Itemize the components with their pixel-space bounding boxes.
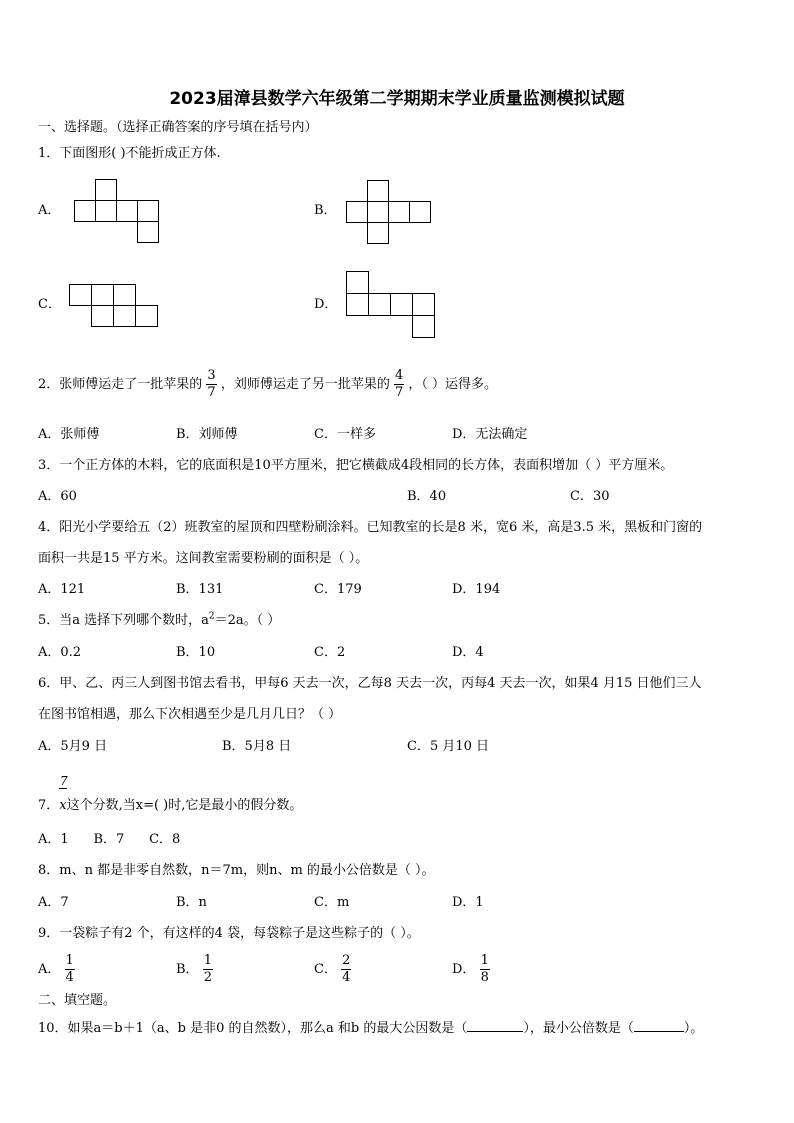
q9-option-a-label: A． [38,962,61,977]
q5-option-c: C．2 [314,645,346,660]
question-2-text [38,369,497,400]
q10-text-end: ）。 [683,1021,704,1036]
q7-fraction-numerator: 7 [60,774,68,788]
q9-option-c [314,952,351,988]
q2-fraction-2-numerator: 4 [395,368,404,383]
question-5-text [38,613,280,629]
q10-answer-blank-gcd[interactable] [467,1019,523,1032]
question-8-text: 8．m、n 都是非零自然数，n＝7m，则n、m 的最小公倍数是（ ）。 [38,863,435,878]
q3-option-b: B．40 [407,489,447,504]
q2-fraction-1 [206,369,216,400]
q2-fraction-2-denominator: 7 [395,385,404,400]
q10-answer-blank-lcm[interactable] [634,1019,684,1032]
question-4-line-1: 4．阳光小学要给五（2）班教室的屋顶和四壁粉刷涂料。已知教室的长是8 米，宽6 米，高是3.5 米，黑板和门窗的 [38,520,703,535]
q9-option-d-fraction [480,954,490,985]
q4-option-c: C．179 [314,582,362,597]
q5-option-b: B．10 [176,645,216,660]
q2-option-d: D．无法确定 [452,427,528,442]
q5-option-d: D．4 [452,645,484,660]
q9-option-c-numerator: 2 [342,953,351,968]
q9-option-a [38,952,75,988]
q9-option-a-denominator: 4 [65,970,74,985]
q5-exponent: 2 [208,611,215,622]
q9-option-c-label: C． [314,962,337,977]
q9-option-b-label: B． [176,962,199,977]
question-3-text: 3．一个正方体的木料，它的底面积是10平方厘米，把它横截成4段相同的长方体，表面积增加（ ）平方厘米。 [38,458,674,473]
q6-option-a: A．5月9 日 [38,739,108,754]
q4-option-b: B．131 [176,582,224,597]
question-1-text: 1．下面图形( )不能折成正方体. [38,146,221,161]
q2-option-b: B．刘师傅 [176,427,238,442]
q9-option-d-denominator: 8 [480,970,489,985]
q1-option-a-cube-net [73,179,161,245]
q2-fraction-1-denominator: 7 [207,385,216,400]
q4-option-a: A．121 [38,582,86,597]
q9-option-d-numerator: 1 [480,953,489,968]
q2-text-end: ，（ ）运得多。 [408,377,498,392]
question-6-line-1: 6．甲、乙、丙三人到图书馆去看书，甲每6 天去一次，乙每8 天去一次，丙每4 天去一次，如果4 月15 日他们三人 [38,676,702,691]
q1-option-a-label: A． [38,203,61,218]
question-6-line-2: 在图书馆相遇，那么下次相遇至少是几月几日？（ ） [38,707,342,722]
q6-option-b: B．5月8 日 [222,739,292,754]
q8-option-a: A．7 [38,895,69,910]
q1-option-c-cube-net [68,283,160,329]
q8-option-b: B．n [176,895,207,910]
q8-option-c: C．m [314,895,350,910]
question-4-line-2: 面积一共是15 平方米。这间教室需要粉刷的面积是（ ）。 [38,551,369,566]
q2-fraction-1-numerator: 3 [207,368,216,383]
q5-option-a: A．0.2 [38,645,82,660]
q3-option-c: C．30 [570,489,610,504]
page-title: 2023届漳县数学六年级第二学期期末学业质量监测模拟试题 [169,89,625,109]
q5-text-start: 5．当a 选择下列哪个数时，a [38,613,209,628]
q1-option-d-label: D． [314,297,338,312]
q7-options: A．1 B．7 C．8 [38,832,181,847]
q7-fraction-bar [59,788,67,789]
q1-option-b-cube-net [345,180,433,246]
q10-text-start: 10．如果a＝b＋1（a、b 是非0 的自然数），那么a 和b 的最大公因数是（ [38,1021,468,1036]
question-10-text [38,1019,703,1037]
q9-option-a-numerator: 1 [65,953,74,968]
q9-option-a-fraction [65,954,75,985]
section-heading-fill-in: 二、填空题。 [38,993,117,1008]
question-7-text [38,798,302,814]
q9-option-c-fraction [341,954,351,985]
section-heading-choice: 一、选择题。（选择正确答案的序号填在括号内） [38,120,318,135]
q9-option-c-denominator: 4 [342,970,351,985]
q9-option-b-fraction [203,954,213,985]
q9-option-b [176,952,213,988]
question-9-text: 9．一袋粽子有2 个，有这样的4 袋，每袋粽子是这些粽子的（ ）。 [38,926,420,941]
q2-option-a: A．张师傅 [38,427,100,442]
q9-option-d [452,952,490,988]
q2-option-c: C．一样多 [314,427,376,442]
q7-number: 7． [38,798,60,813]
q4-option-d: D．194 [452,582,501,597]
q2-text-middle: ，刘师傅运走了另一批苹果的 [220,377,390,392]
q9-option-b-denominator: 2 [203,970,212,985]
q8-option-d: D．1 [452,895,484,910]
q1-option-c-label: C． [38,297,61,312]
q5-text-end: ＝2a。（ ） [214,613,281,628]
q9-option-b-numerator: 1 [203,953,212,968]
q3-option-a: A．60 [38,489,77,504]
q7-text: 这个分数,当x=( )时,它是最小的假分数。 [66,798,303,813]
q9-option-d-label: D． [452,962,476,977]
q7-fraction-denominator: x [59,798,67,813]
q2-fraction-2 [394,369,404,400]
q2-text-start: 2．张师傅运走了一批苹果的 [38,377,203,392]
q1-option-b-label: B． [314,203,337,218]
q6-option-c: C．5 月10 日 [407,739,490,754]
q1-option-d-cube-net [345,270,437,340]
q10-text-middle: ），最小公倍数是（ [523,1021,634,1036]
